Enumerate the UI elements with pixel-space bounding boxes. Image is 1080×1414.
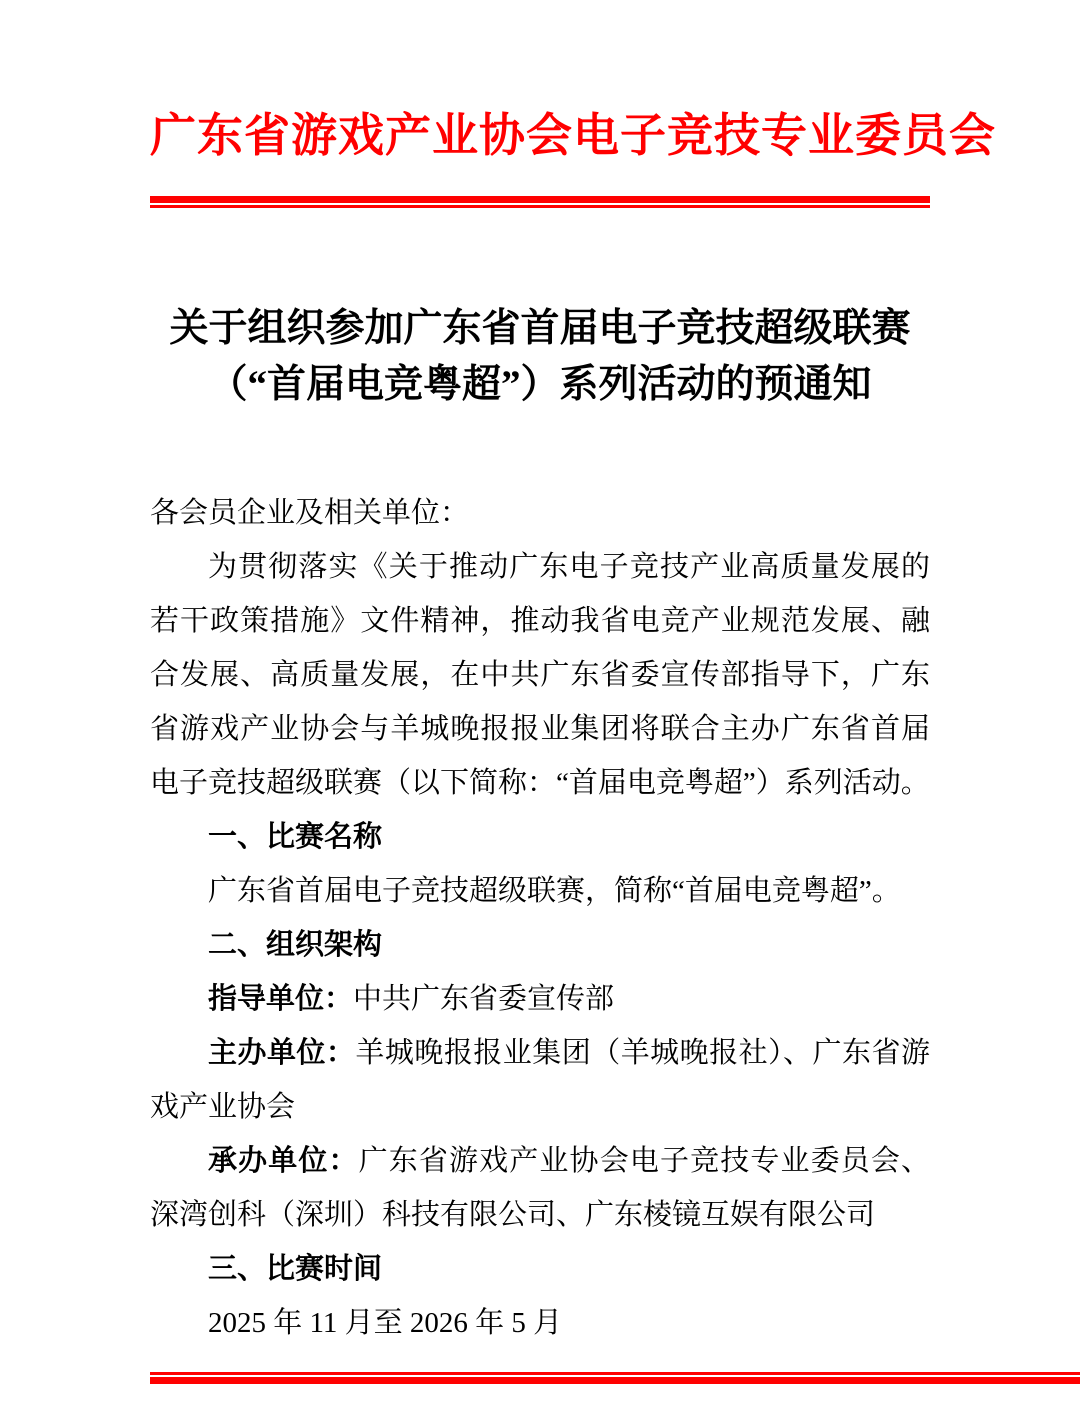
document-title-line1: 关于组织参加广东省首届电子竞技超级联赛 — [169, 307, 911, 350]
org-host-unit-value: 羊城晚报报业集团（羊城晚报社）、广东省游戏产业协会 — [150, 1037, 930, 1123]
org-organizer-unit — [150, 1134, 930, 1242]
section-heading-organization: 二、组织架构 — [208, 929, 383, 961]
org-guidance-unit-label: 指导单位： — [208, 983, 354, 1015]
org-organizer-unit-label: 承办单位： — [208, 1145, 359, 1177]
competition-name-text: 广东省首届电子竞技超级联赛，简称“首届电竞粤超”。 — [208, 875, 901, 907]
section-heading-competition-name: 一、比赛名称 — [208, 821, 383, 853]
competition-time-text: 2025 年 11 月至 2026 年 5 月 — [208, 1307, 563, 1339]
org-host-unit — [150, 1026, 930, 1134]
org-organizer-unit-value: 广东省游戏产业协会电子竞技专业委员会、深湾创科（深圳）科技有限公司、广东棱镜互娱有限公司 — [150, 1145, 930, 1231]
org-host-unit-label: 主办单位： — [208, 1037, 356, 1069]
intro-paragraph: 为贯彻落实《关于推动广东电子竞技产业高质量发展的若干政策措施》文件精神，推动我省电竞产业规范发展、融合发展、高质量发展，在中共广东省委宣传部指导下，广东省游戏产业协会与羊城晚报报业集团将联合主办广东省首届电子竞技超级联赛（以下简称：“首届电竞粤超”）系列活动。 — [150, 551, 930, 799]
org-guidance-unit-value: 中共广东省委宣传部 — [353, 983, 615, 1015]
salutation: 各会员企业及相关单位： — [150, 497, 470, 529]
document-body — [150, 486, 930, 1350]
org-guidance-unit — [150, 972, 930, 1026]
footer-divider — [150, 1372, 1080, 1384]
letterhead-title: 广东省游戏产业协会电子竞技专业委员会 — [150, 110, 996, 161]
document-title-line2: （“首届电竞粤超”）系列活动的预通知 — [208, 363, 872, 406]
document-title — [150, 301, 930, 413]
section-heading-competition-time: 三、比赛时间 — [208, 1253, 383, 1285]
letterhead-divider — [150, 196, 930, 208]
